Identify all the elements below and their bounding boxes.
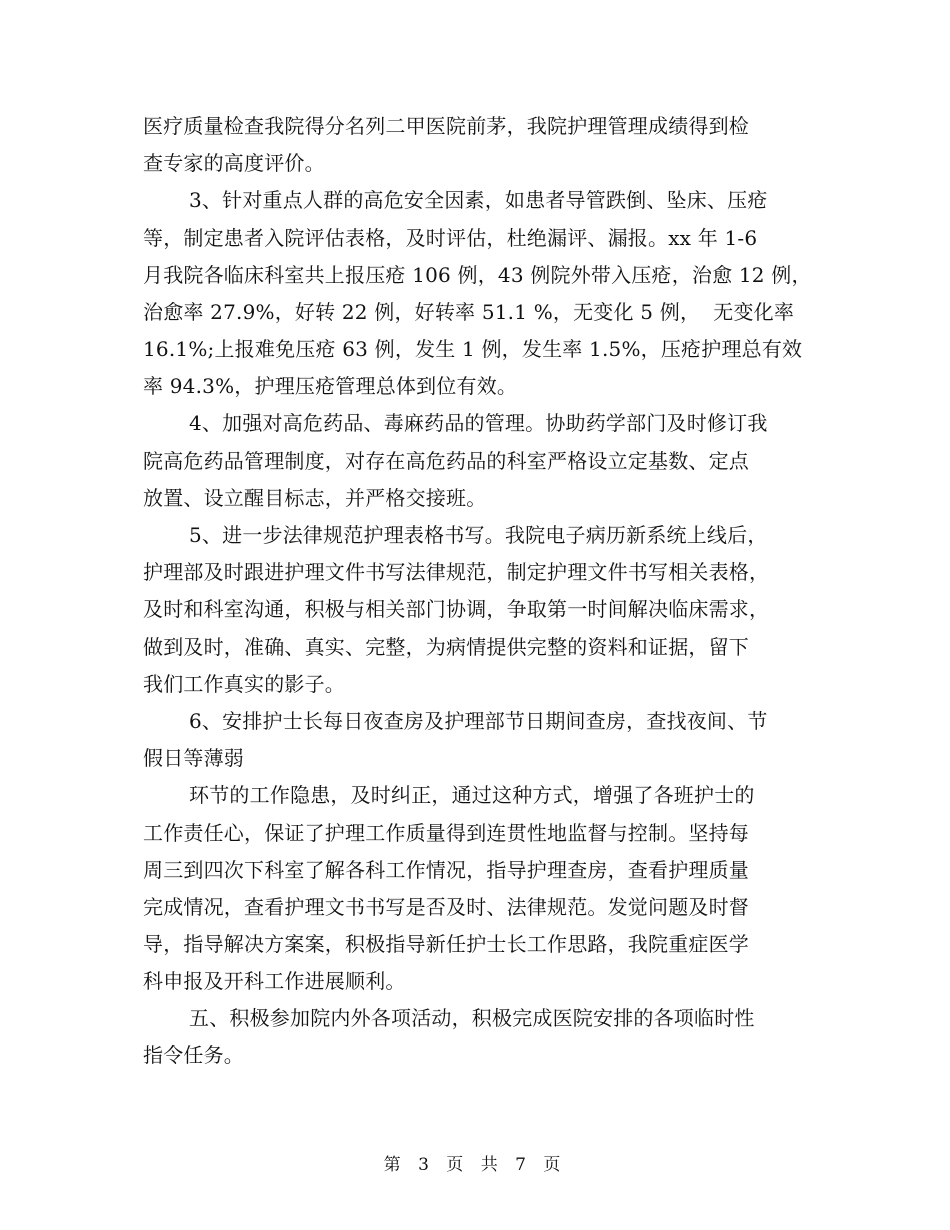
- text-line: 等，制定患者入院评估表格，及时评估，杜绝漏评、漏报。xx 年 1-6: [143, 226, 758, 250]
- text-line: 医疗质量检查我院得分名列二甲医院前茅，我院护理管理成绩得到检: [143, 114, 749, 138]
- text-line: 假日等薄弱: [143, 746, 244, 770]
- text-line: 16.1%;上报难免压疮 63 例，发生 1 例，发生率 1.5%，压疮护理总有效: [143, 337, 803, 361]
- text-line: 治愈率 27.9%，好转 22 例，好转率 51.1 %，无变化 5 例， 无变化率: [143, 300, 795, 324]
- page-number-footer: 第 3 页 共 7 页: [383, 1155, 567, 1175]
- text-line: 月我院各临床科室共上报压疮 106 例，43 例院外带入压疮，治愈 12 例，: [143, 263, 812, 287]
- text-line: 环节的工作隐患，及时纠正，通过这种方式，增强了各班护士的: [189, 783, 755, 807]
- text-line: 指令任务。: [143, 1043, 244, 1067]
- text-line: 率 94.3%，护理压疮管理总体到位有效。: [143, 374, 518, 398]
- text-line: 5、进一步法律规范护理表格书写。我院电子病历新系统上线后，: [189, 523, 768, 547]
- text-line: 完成情况，查看护理文书书写是否及时、法律规范。发觉问题及时督: [143, 895, 749, 919]
- text-line: 及时和科室沟通，积极与相关部门协调，争取第一时间解决临床需求，: [143, 597, 770, 621]
- text-line: 6、安排护士长每日夜查房及护理部节日期间查房，查找夜间、节: [189, 709, 768, 733]
- text-line: 工作责任心，保证了护理工作质量得到连贯性地监督与控制。坚持每: [143, 821, 749, 845]
- text-line: 周三到四次下科室了解各科工作情况，指导护理查房，查看护理质量: [143, 858, 749, 882]
- text-line: 放置、设立醒目标志，并严格交接班。: [143, 486, 487, 510]
- text-line: 做到及时，准确、真实、完整，为病情提供完整的资料和证据，留下: [143, 635, 749, 659]
- text-line: 4、加强对高危药品、毒麻药品的管理。协助药学部门及时修订我: [189, 411, 768, 435]
- text-line: 科申报及开科工作进展顺利。: [143, 969, 406, 993]
- text-line: 导，指导解决方案案，积极指导新任护士长工作思路，我院重症医学: [143, 932, 749, 956]
- text-line: 院高危药品管理制度，对存在高危药品的科室严格设立定基数、定点: [143, 449, 749, 473]
- text-line: 3、针对重点人群的高危安全因素，如患者导管跌倒、坠床、压疮: [189, 188, 768, 212]
- text-line: 查专家的高度评价。: [143, 151, 325, 175]
- text-line: 我们工作真实的影子。: [143, 672, 345, 696]
- text-line: 护理部及时跟进护理文件书写法律规范，制定护理文件书写相关表格，: [143, 560, 770, 584]
- text-line: 五、积极参加院内外各项活动，积极完成医院安排的各项临时性: [189, 1006, 755, 1030]
